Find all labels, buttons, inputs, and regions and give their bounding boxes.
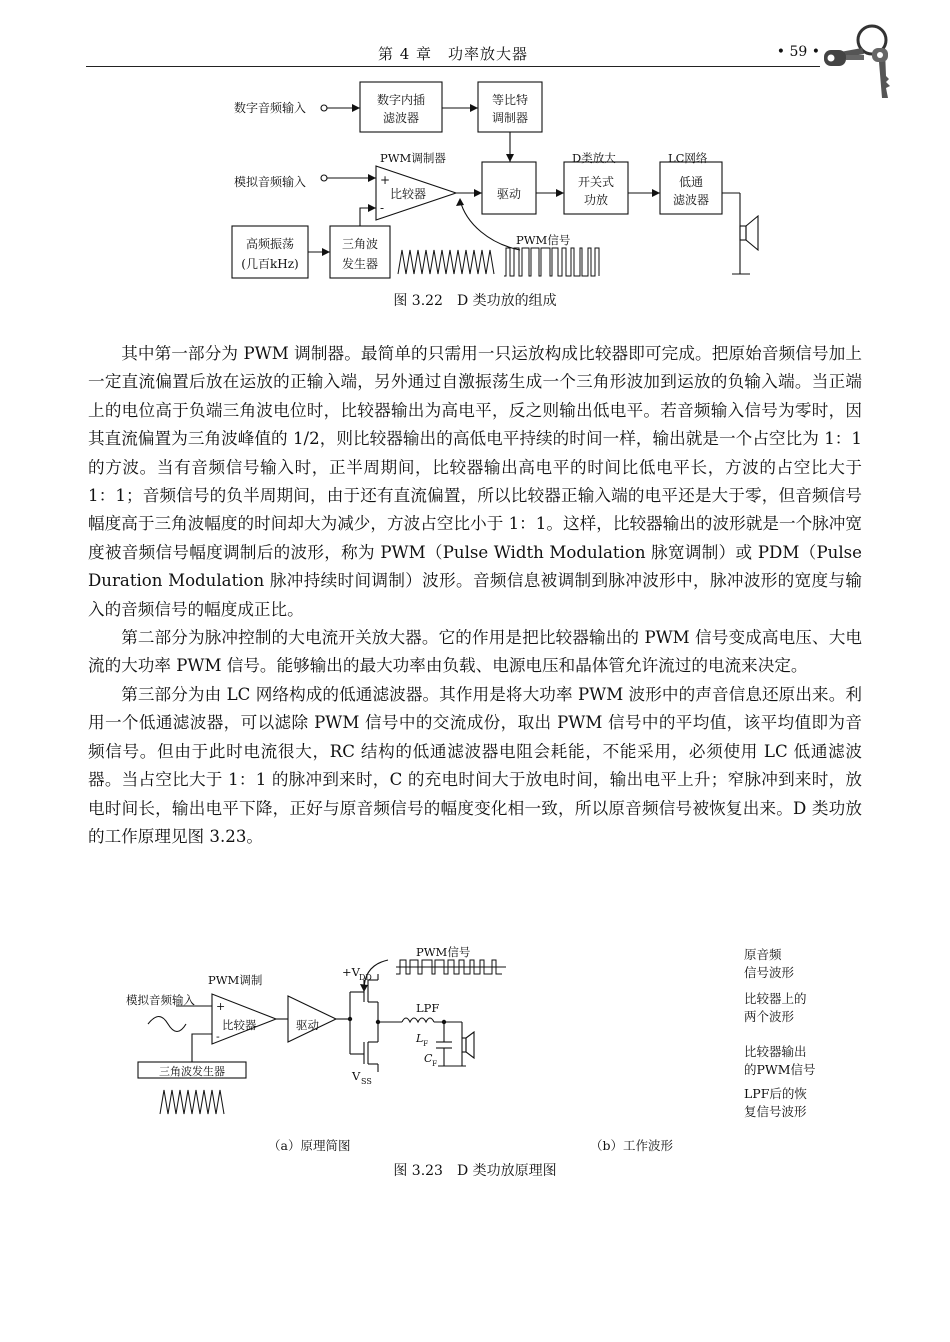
paragraph: 其中第一部分为 PWM 调制器。最简单的只需用一只运放构成比较器即可完成。把原始音频信号加上一定直流偏置后放在运放的正输入端，另外通过自激振荡生成一个三角形波加到运放的负输入端。当正端上的电位高于负端三角波电位时，比较器输出为高电平，反之则输出低电平。若音频输入信号为零时，因其直流偏置为三角波峰值的 1/2，则比较器输出的高低电平持续的时间一样，输出就是一个占空比为 1：1 的方波。当有音频信号输入时，正半周期间，比较器输出高电平的时间比低电平长，方波的占空比大于 1：1；音频信号的负半周期间，由于还有直流偏置，所以比较器正输入端的电平还是大于零，但音频信号幅度高于三角波幅度的时间却大为减少，方波占空比小于 1：1。这样，比较器输出的波形就是一个脉冲宽度被音频信号幅度调制后的波形，称为 PWM（Pulse Width Modulation 脉宽调制）或 PDM（Pulse Duration Modulation 脉冲持续时间调制）波形。音频信息被调制到脉冲波形中，脉冲波形的宽度与输入的音频信号的幅度成正比。: [88, 344, 862, 619]
drive-label: 驱动: [296, 1018, 319, 1032]
interp-label-1: 数字内插: [376, 93, 426, 107]
minus-sign: -: [380, 201, 385, 215]
tri-label-2: 发生器: [341, 257, 379, 271]
chapter-title: 第 4 章 功率放大器: [377, 45, 529, 63]
body-text: [88, 340, 862, 851]
figure-3-23-caption: 图 3.23 D 类功放原理图: [393, 1163, 557, 1179]
pwm-modulator-label: PWM调制器: [380, 151, 446, 165]
class-d-label: D类放大: [572, 151, 616, 165]
paragraph: 第二部分为脉冲控制的大电流开关放大器。它的作用是把比较器输出的 PWM 信号变成高电压、大电流的大功率 PWM 信号。能够输出的最大功率由负载、电源电压和晶体管允许流过的电流来决定。: [88, 628, 862, 676]
running-header: [86, 40, 820, 67]
vss-label: V: [352, 1069, 361, 1083]
ratio-label-2: 调制器: [491, 111, 529, 125]
ratio-label-1: 等比特: [491, 93, 529, 107]
figure-3-22-caption: 图 3.22 D 类功放的组成: [393, 293, 557, 309]
lpf-label: LPF: [416, 1001, 440, 1015]
legend-comparator-waves: 比较器上的 两个波形: [744, 991, 807, 1024]
analog-input-label: 模拟音频输入: [126, 993, 195, 1007]
subcaption-b: （b）工作波形: [590, 1138, 674, 1153]
legend-pwm-output: 比较器输出 的PWM信号: [744, 1044, 816, 1077]
digital-input-label: 数字音频输入: [234, 101, 307, 115]
lf-sub: F: [423, 1039, 429, 1048]
vss-sub: SS: [361, 1077, 372, 1086]
plus-sign: +: [380, 173, 391, 187]
drive-label: 驱动: [496, 187, 522, 201]
interp-label-2: 滤波器: [382, 111, 420, 125]
keys-icon: [820, 22, 900, 106]
vdd-label: +V: [342, 965, 360, 979]
lowpass-label-1: 低通: [678, 175, 704, 189]
minus-sign: -: [216, 1030, 220, 1043]
legend-recovered-signal: LPF后的恢 复信号波形: [744, 1086, 807, 1119]
figure-3-23-diagram: [120, 940, 520, 1130]
vdd-sub: DD: [359, 973, 372, 982]
lc-network-label: LC网络: [668, 151, 708, 165]
pwm-signal-label: PWM信号: [516, 233, 571, 247]
paragraph: 第三部分为由 LC 网络构成的低通滤波器。其作用是将大功率 PWM 波形中的声音信息还原出来。利用一个低通滤波器，可以滤除 PWM 信号中的交流成份，取出 PWM 信号中的平均值，该平均值即为音频信号。但由于此时电流很大，RC 结构的低通滤波器电阻会耗能，不能采用，必须使用 LC 低通滤波器。当占空比大于 1：1 的脉冲到来时，C 的充电时间大于放电时间，输出电平上升；窄脉冲到来时，放电时间长，输出电平下降，正好与原音频信号的幅度变化相一致，所以原音频信号被恢复出来。D 类功放的工作原理见图 3.23。: [88, 684, 862, 846]
subcaption-a: （a）原理简图: [268, 1138, 351, 1153]
switch-label-1: 开关式: [577, 175, 615, 189]
osc-label-1: 高频振荡: [245, 237, 295, 251]
tri-label-1: 三角波: [341, 237, 379, 251]
lf-label: L: [416, 1032, 424, 1045]
analog-input-label: 模拟音频输入: [234, 175, 307, 189]
pwm-signal-label: PWM信号: [416, 945, 471, 959]
lowpass-label-2: 滤波器: [672, 193, 710, 207]
cf-sub: F: [432, 1059, 438, 1068]
sine-wave: [148, 1017, 186, 1032]
cf-label: C: [424, 1052, 433, 1065]
osc-label-2: (几百kHz): [241, 257, 299, 271]
page-number: • 59 •: [776, 44, 820, 60]
tri-gen-label: 三角波发生器: [159, 1065, 225, 1078]
plus-sign: +: [216, 1000, 226, 1013]
pwm-mod-label: PWM调制: [208, 973, 263, 987]
figure-3-22-diagram: [220, 74, 780, 286]
comparator-label: 比较器: [390, 187, 427, 201]
comparator-label: 比较器: [222, 1018, 257, 1032]
legend-original-signal: 原音频 信号波形: [744, 947, 795, 980]
switch-label-2: 功放: [583, 193, 609, 207]
